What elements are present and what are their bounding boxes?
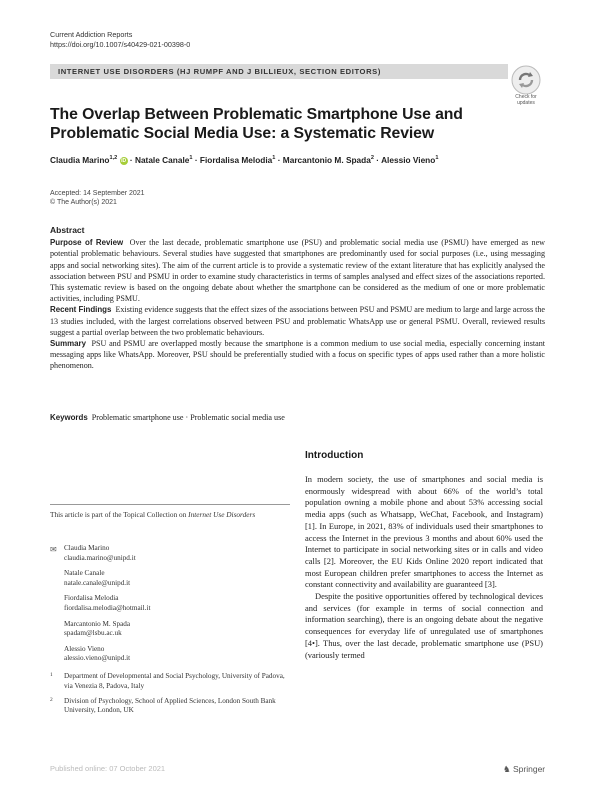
journal-header bbox=[50, 30, 190, 50]
check-for-updates-label: Check for updates bbox=[515, 94, 537, 106]
author-separator: · bbox=[129, 155, 135, 165]
accepted-date: Accepted: 14 September 2021 bbox=[50, 190, 145, 197]
published-online: Published online: 07 October 2021 bbox=[50, 764, 166, 773]
keywords-text: Problematic smartphone use · Problematic social media use bbox=[91, 413, 285, 422]
affiliation-number: 1 bbox=[50, 672, 53, 678]
intro-paragraph-1: In modern society, the use of smartphones and social media is enormously widespread with about 66% of the world’s total population owning a mobile phone and about 53% accessing social media apps (such as Whatsapp, WeChat, Facebook, and Instagram) [1]. In Europe, in 2021, 83% of individuals used their smartphones to access the Internet in the previous 3 months and about 60% used the Internet to participate in social networking sites or in calls and video calls [2]. Moreover, the EU Kids Online 2020 report indicated that most European children prefer smartphones to access the Internet as constant connectivity and availability are guaranteed [3]. bbox=[305, 474, 543, 590]
author-affil-sup: 1 bbox=[189, 155, 193, 162]
author-affil-sup: 1 bbox=[272, 155, 276, 162]
journal-name: Current Addiction Reports bbox=[50, 30, 133, 39]
abstract-block bbox=[50, 225, 545, 372]
article-title: The Overlap Between Problematic Smartphone Use and Problematic Social Media Use: a Systematic Review bbox=[50, 106, 463, 142]
introduction-heading: Introduction bbox=[305, 450, 364, 461]
purpose-text: Over the last decade, problematic smartphone use (PSU) and problematic social media use (PSMU) have emerged as new potential problematic behaviours. Several studies have suggested that smartphones are predominantly used for social purposes (i.e., using messaging apps and social networking sites). The aim of the current article is to provide a systematic review of the extant literature that has explicitly analysed the association between PSU and PSMU in order to examine study characteristics in terms of samples analysed and effect sizes of the associations reported. This systematic review is based on the ongoing debate about whether the smartphone can be considered as the medium of one or more problematic activities, including PSMU. bbox=[50, 238, 546, 304]
author-name[interactable]: Claudia Marino bbox=[50, 155, 110, 165]
affiliation-text: Division of Psychology, School of Applied Sciences, London South Bank University, London, UK bbox=[64, 696, 276, 715]
envelope-icon: ✉ bbox=[50, 545, 57, 554]
contact-name: Claudia Marino bbox=[64, 544, 110, 552]
affiliation-text: Department of Developmental and Social Psychology, University of Padova, via Venezia 8, Padova, Italy bbox=[64, 672, 285, 690]
contact-email[interactable]: natale.canale@unipd.it bbox=[64, 578, 131, 587]
contact-list bbox=[64, 544, 150, 670]
contact-email[interactable]: spadam@lsbu.ac.uk bbox=[64, 629, 122, 638]
topical-note-prefix: This article is part of the Topical Collection on bbox=[50, 510, 189, 519]
topical-collection-name: Internet Use Disorders bbox=[188, 510, 256, 519]
contact-entry bbox=[64, 544, 150, 563]
doi-link[interactable]: https://doi.org/10.1007/s40429-021-00398-0 bbox=[50, 40, 191, 49]
contact-entry bbox=[64, 620, 150, 639]
copyright-line: © The Author(s) 2021 bbox=[50, 199, 117, 206]
footnote-divider bbox=[50, 504, 290, 505]
contact-name: Marcantonio M. Spada bbox=[64, 619, 131, 628]
author-list bbox=[50, 155, 438, 165]
abstract-purpose bbox=[50, 237, 545, 304]
contact-name: Alessio Vieno bbox=[64, 644, 105, 653]
author-affil-sup: 2 bbox=[370, 155, 374, 162]
contact-email[interactable]: fiordalisa.melodia@hotmail.it bbox=[64, 603, 151, 612]
section-banner: INTERNET USE DISORDERS (HJ RUMPF AND J BILLIEUX, SECTION EDITORS) bbox=[50, 64, 508, 79]
affiliation-number: 2 bbox=[50, 696, 53, 703]
orcid-icon[interactable]: iD bbox=[121, 158, 127, 164]
author-separator: · bbox=[277, 155, 283, 165]
contact-entry bbox=[64, 569, 150, 588]
publisher-name: Springer bbox=[513, 764, 546, 774]
findings-text: Existing evidence suggests that the effect sizes of the associations between PSU and PSMU are medium to large and large across the 13 studies included, with the largest correlations observed between PSU and problematic WhatsApp use or general PSMU. Overall, reviewed results suggest a partial overlap between the two problematic behaviours. bbox=[50, 305, 546, 337]
topical-collection-note bbox=[50, 510, 290, 520]
affiliation-list bbox=[50, 672, 290, 721]
purpose-label: Purpose of Review bbox=[50, 238, 124, 248]
abstract-summary bbox=[50, 338, 545, 372]
affiliation-entry bbox=[50, 697, 290, 717]
contact-entry bbox=[64, 594, 150, 613]
contact-entry bbox=[64, 645, 150, 664]
introduction-body bbox=[305, 474, 543, 661]
publisher-logo bbox=[503, 764, 545, 775]
author-affil-sup: 1 bbox=[435, 155, 439, 162]
affiliation-entry bbox=[50, 672, 290, 692]
author-affil-sup: 1,2 bbox=[109, 155, 118, 162]
contact-name: Fiordalisa Melodia bbox=[64, 594, 119, 603]
author-name[interactable]: Alessio Vieno bbox=[381, 155, 436, 165]
abstract-heading: Abstract bbox=[50, 225, 85, 235]
summary-text: PSU and PSMU are overlapped mostly because the smartphone is a common medium to use social media, especially concerning instant messaging apps like WhatsApp. Moreover, PSU should be preferentially studied with a focus on specific types of apps used rather than a more holistic phenomenon. bbox=[50, 339, 545, 371]
contact-email[interactable]: alessio.vieno@unipd.it bbox=[64, 654, 131, 663]
keywords-label: Keywords bbox=[50, 413, 88, 422]
author-name[interactable]: Natale Canale bbox=[134, 155, 190, 165]
keywords-line bbox=[50, 413, 285, 422]
check-for-updates-icon[interactable] bbox=[511, 65, 541, 95]
author-name[interactable]: Fiordalisa Melodia bbox=[199, 155, 273, 165]
summary-label: Summary bbox=[50, 339, 86, 349]
contact-name: Natale Canale bbox=[64, 569, 105, 578]
abstract-findings bbox=[50, 304, 545, 338]
author-name[interactable]: Marcantonio M. Spada bbox=[282, 155, 371, 165]
intro-paragraph-2: Despite the positive opportunities offered by technological devices and services (for example in terms of social connection and information searching), there is an ongoing debate about the negative consequences for everyday life of unregulated use of smartphones [4•]. Thus, over the last decade, problematic smartphone use (PSU) (variously termed bbox=[305, 591, 543, 660]
findings-label: Recent Findings bbox=[50, 305, 112, 315]
author-separator: · bbox=[194, 155, 200, 165]
article-meta bbox=[50, 189, 145, 207]
contact-email[interactable]: claudia.marino@unipd.it bbox=[64, 553, 136, 562]
springer-horse-icon: ♞ bbox=[503, 764, 511, 774]
author-separator: · bbox=[376, 155, 382, 165]
